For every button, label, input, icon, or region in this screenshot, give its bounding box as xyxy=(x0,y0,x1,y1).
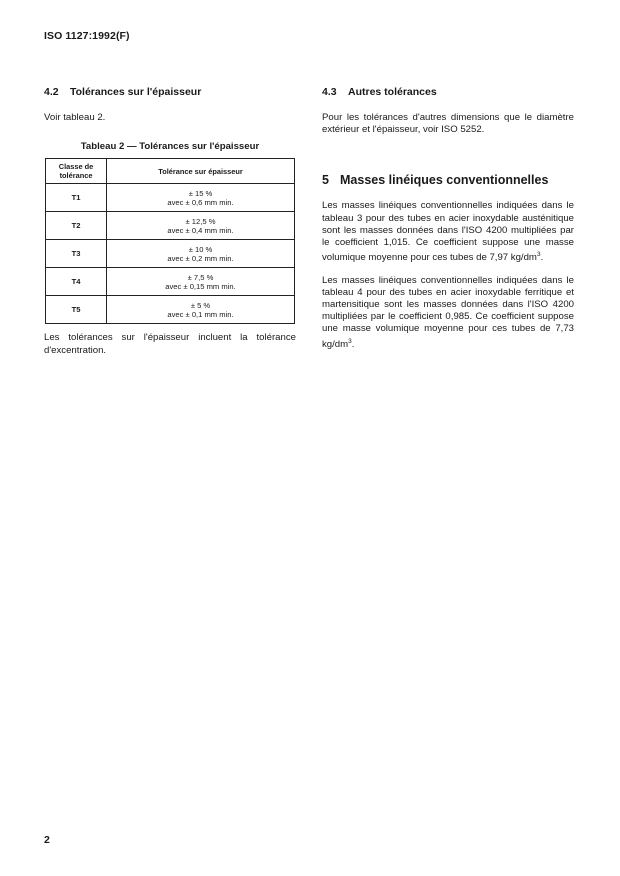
section-number: 4.3 xyxy=(322,86,337,98)
paragraph-end: . xyxy=(351,338,355,350)
section-title: Masses linéiques conventionnelles xyxy=(340,173,549,188)
table-row xyxy=(46,212,295,240)
section-5-paragraph-2 xyxy=(322,275,574,351)
tolerance-value-cell xyxy=(107,268,295,296)
section-4-2-note: Les tolérances sur l'épaisseur incluent la tolérance d'excentration. xyxy=(44,332,296,356)
tolerance-minimum: avec ± 0,1 mm min. xyxy=(167,309,234,319)
table-row xyxy=(46,268,295,296)
tolerance-minimum: avec ± 0,2 mm min. xyxy=(167,253,234,263)
tolerance-value-cell xyxy=(107,240,295,268)
tolerance-table xyxy=(45,158,295,324)
section-4-2-intro: Voir tableau 2. xyxy=(44,112,106,123)
table-row xyxy=(46,240,295,268)
paragraph-text: Les masses linéiques conventionnelles indiquées dans le tableau 3 pour des tubes en acier inoxydable austénitique sont les masses données dans l'ISO 4200 multipliées par le coefficient 1,015. Ce coefficient suppose une masse volumique moyenne pour ces tubes de 7,97 kg/dm xyxy=(322,200,574,264)
section-4-3-heading xyxy=(322,86,574,98)
column-header-class: Classe de tolérance xyxy=(46,159,107,184)
tolerance-value-cell xyxy=(107,184,295,212)
tolerance-minimum: avec ± 0,4 mm min. xyxy=(167,225,234,235)
paragraph-text: Les masses linéiques conventionnelles indiquées dans le tableau 4 pour des tubes en acier inoxydable ferritique et martensitique sont les masses données dans l'ISO 4200 multipliées par le coefficient 0,985. Ce coefficient suppose une masse volumique moyenne pour ces tubes de 7,73 kg/dm xyxy=(322,274,574,350)
tolerance-value-cell xyxy=(107,296,295,324)
section-4-2-heading xyxy=(44,86,296,98)
section-title: Tolérances sur l'épaisseur xyxy=(70,86,202,98)
tolerance-class-cell: T2 xyxy=(46,212,107,240)
section-4-3-text: Pour les tolérances d'autres dimensions que le diamètre extérieur et l'épaisseur, voir ISO 5252. xyxy=(322,112,574,136)
tolerance-class-cell: T5 xyxy=(46,296,107,324)
section-5-heading xyxy=(322,173,574,187)
section-number: 5 xyxy=(322,173,329,188)
page-number: 2 xyxy=(44,834,50,846)
document-reference: ISO 1127:1992(F) xyxy=(44,30,130,42)
table-row xyxy=(46,296,295,324)
table-header-row xyxy=(46,159,295,184)
column-header-tolerance: Tolérance sur épaisseur xyxy=(107,159,295,184)
superscript: 3 xyxy=(536,251,541,259)
tolerance-minimum: avec ± 0,15 mm min. xyxy=(165,281,236,291)
section-title: Autres tolérances xyxy=(348,86,437,98)
tolerance-class-cell: T4 xyxy=(46,268,107,296)
tolerance-percent: ± 5 % xyxy=(190,300,211,310)
tolerance-minimum: avec ± 0,6 mm min. xyxy=(167,197,234,207)
section-5-paragraph-1 xyxy=(322,200,574,264)
tolerance-percent: ± 12,5 % xyxy=(185,216,216,226)
table-row xyxy=(46,184,295,212)
tolerance-percent: ± 10 % xyxy=(188,244,213,254)
tolerance-percent: ± 15 % xyxy=(188,188,213,198)
right-column xyxy=(322,86,574,351)
tolerance-class-cell: T3 xyxy=(46,240,107,268)
tolerance-value-cell xyxy=(107,212,295,240)
left-column xyxy=(44,86,296,357)
tolerance-class-cell: T1 xyxy=(46,184,107,212)
superscript: 3 xyxy=(348,337,352,345)
section-number: 4.2 xyxy=(44,86,59,98)
tolerance-percent: ± 7,5 % xyxy=(187,272,214,282)
paragraph-end: . xyxy=(540,252,544,264)
table-2 xyxy=(44,141,296,324)
table-caption: Tableau 2 — Tolérances sur l'épaisseur xyxy=(80,141,260,153)
